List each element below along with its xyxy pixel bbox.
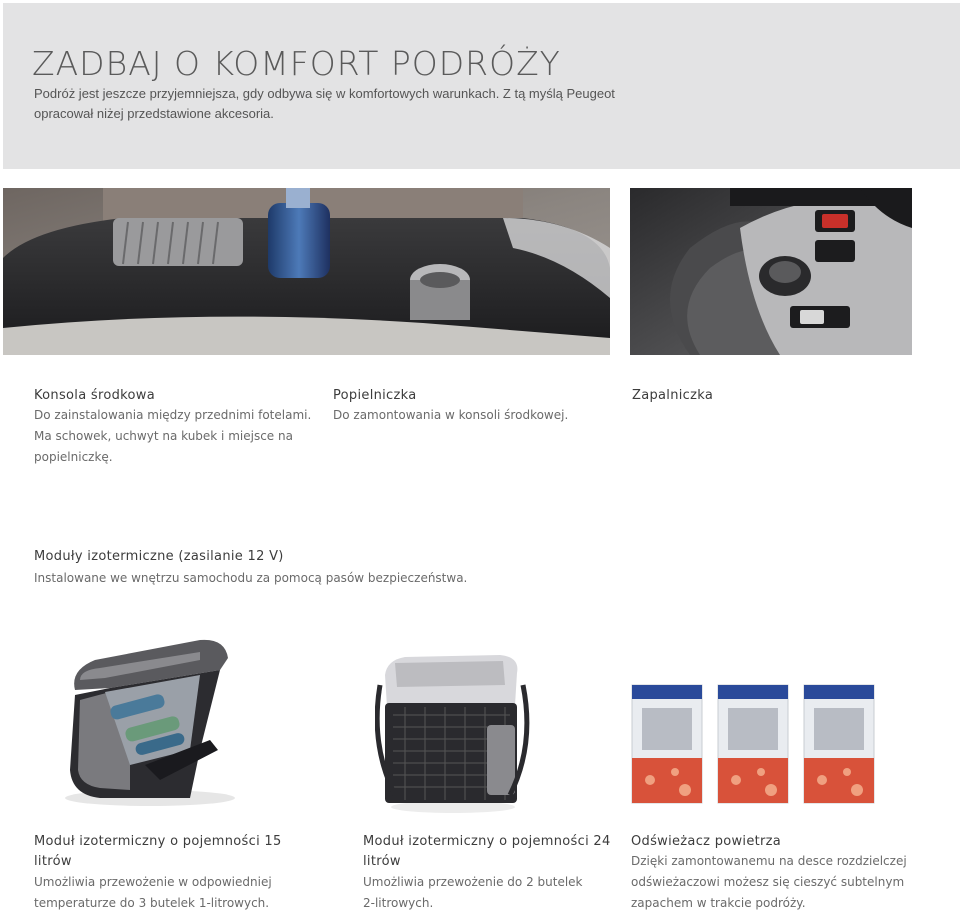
air-freshener-description: Dzięki zamontowanemu na desce rozdzielczej odświeżaczowi możesz się cieszyć subtelnym zapachem w trakcie podróży. [631,854,907,910]
section-title: Moduły izotermiczne (zasilanie 12 V) [34,549,284,564]
cool-box-24l-title: Moduł izotermiczny o pojemności 24 litrów [363,834,611,869]
page-title: ZADBAJ O KOMFORT PODRÓŻY [32,44,561,83]
center-console-description: Do zainstalowania między przednimi fotelami. Ma schowek, uchwyt na kubek i miejsce na popielniczkę. [34,408,312,464]
freshener-pack-3 [804,685,874,803]
air-freshener-photo [630,680,875,805]
lighter-title: Zapalniczka [632,388,714,403]
cool-box-15l-description: Umożliwia przewożenie w odpowiedniej temperaturze do 3 butelek 1-litrowych. [34,875,272,910]
cool-box-24l-description: Umożliwia przewożenie do 2 butelek 2-litrowych. [363,875,583,910]
cool-box-15l-title: Moduł izotermiczny o pojemności 15 litrów [34,834,282,869]
ashtray-title: Popielniczka [333,388,417,403]
intro-text: Podróż jest jeszcze przyjemniejsza, gdy odbywa się w komfortowych warunkach. Z tą myślą Peugeot opracował niżej przedstawione akcesoria. [34,86,615,121]
freshener-pack-1 [632,685,702,803]
center-console-photo [3,188,610,355]
ashtray-description: Do zamontowania w konsoli środkowej. [333,408,569,422]
cool-box-15l-photo [50,630,240,810]
center-console-title: Konsola środkowa [34,388,155,403]
section-description: Instalowane we wnętrzu samochodu za pomocą pasów bezpieczeństwa. [34,571,468,585]
air-freshener-title: Odświeżacz powietrza [631,834,782,849]
cigarette-lighter-photo [630,188,912,355]
freshener-pack-2 [718,685,788,803]
cool-box-24l-photo [375,645,530,815]
